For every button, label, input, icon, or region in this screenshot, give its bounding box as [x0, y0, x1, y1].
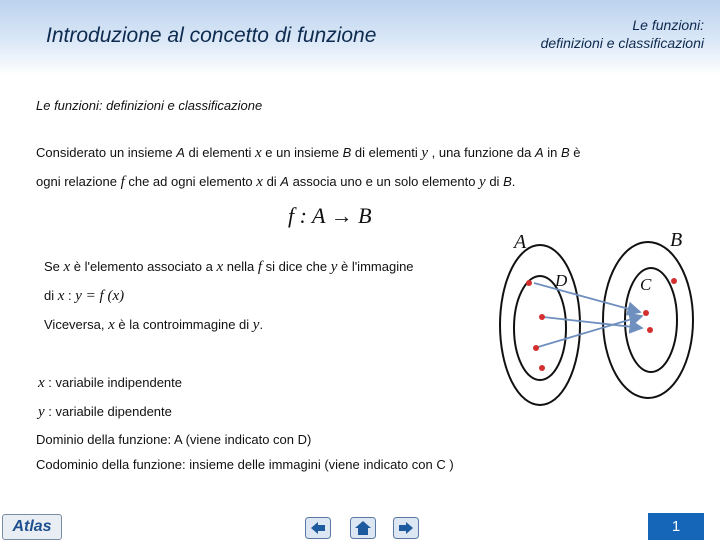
image-definition-line [44, 259, 414, 276]
text: è [569, 145, 581, 160]
codomain-label: C [640, 275, 652, 294]
dependent-variable-line [38, 404, 172, 421]
function-diagram [478, 222, 706, 412]
text: ogni relazione [36, 174, 121, 189]
set-a-label: A [514, 231, 527, 253]
symbol-x: x [63, 259, 71, 275]
text: : variabile indipendente [44, 375, 182, 390]
symbol-x: x [57, 288, 65, 304]
symbol-f: f [120, 174, 125, 190]
subtitle-line-1: Le funzioni: [632, 17, 704, 33]
symbol-a: A [280, 174, 289, 189]
text: in [543, 145, 562, 160]
page-number: 1 [648, 513, 704, 540]
text: è l'elemento associato a [70, 259, 217, 274]
domain-point [533, 345, 539, 351]
text: di elementi [351, 145, 422, 160]
forward-button[interactable] [393, 517, 419, 539]
slide-subtitle [541, 16, 704, 52]
domain-point [539, 314, 545, 320]
text: di [485, 174, 504, 189]
section-title: Le funzioni: definizioni e classificazione [36, 98, 263, 113]
text: : [64, 288, 76, 303]
symbol-x: x [108, 317, 115, 333]
independent-variable-line [38, 375, 182, 392]
header-bar [0, 0, 720, 75]
home-button[interactable] [350, 517, 376, 539]
text: Considerato un insieme [36, 145, 177, 160]
function-formula: f : A → B [288, 203, 372, 228]
codomain-point [647, 327, 653, 333]
symbol-y: y [479, 174, 486, 190]
set-b-point [671, 278, 677, 284]
mapping-arrow [534, 283, 640, 312]
definition-line-1 [36, 145, 581, 162]
text: e un insieme [261, 145, 343, 160]
subtitle-line-2: definizioni e classificazioni [540, 35, 704, 51]
symbol-y: y [421, 145, 429, 161]
text: di [262, 174, 281, 189]
equation: y = f (x) [75, 288, 125, 304]
set-b-label: B [670, 229, 683, 251]
symbol-x: x [216, 259, 224, 275]
domain-ellipse [514, 276, 566, 380]
image-equation-line [44, 288, 124, 305]
slide-title: Introduzione al concetto di funzione [46, 24, 377, 47]
symbol-y: y [330, 259, 338, 275]
symbol-x: x [256, 174, 263, 190]
domain-label: D [555, 271, 568, 290]
text: : variabile dipendente [44, 404, 172, 419]
mapping-arrow [543, 317, 642, 328]
symbol-a: A [535, 145, 544, 160]
text: Se [44, 259, 64, 274]
text: associa uno e un solo elemento [288, 174, 480, 189]
set-b-ellipse [603, 242, 693, 398]
domain-line: Dominio della funzione: A (viene indicato con D) [36, 432, 312, 447]
definition-line-2 [36, 174, 515, 191]
symbol-b: B [342, 145, 352, 160]
text: nella [223, 259, 258, 274]
symbol-b: B [503, 174, 512, 189]
symbol-b: B [561, 145, 570, 160]
preimage-line [44, 317, 263, 334]
atlas-logo: Atlas [2, 514, 62, 540]
text: . [259, 317, 264, 332]
text: si dice che [262, 259, 331, 274]
codomain-line: Codominio della funzione: insieme delle immagini (viene indicato con C ) [36, 457, 454, 472]
text: di elementi [184, 145, 255, 160]
text: è la controimmagine di [114, 317, 253, 332]
text: Viceversa, [44, 317, 109, 332]
symbol-a: A [176, 145, 185, 160]
symbol-x: x [254, 145, 262, 161]
symbol-f: f [257, 259, 263, 275]
codomain-point [643, 310, 649, 316]
symbol-x: x [38, 375, 45, 391]
text: è l'immagine [337, 259, 414, 274]
text: che ad ogni elemento [124, 174, 257, 189]
back-button[interactable] [305, 517, 331, 539]
text: di [44, 288, 58, 303]
text: . [511, 174, 516, 189]
domain-point [526, 280, 532, 286]
symbol-y: y [252, 317, 260, 333]
symbol-y: y [38, 404, 45, 420]
text: , una funzione da [428, 145, 535, 160]
set-a-point [539, 365, 545, 371]
